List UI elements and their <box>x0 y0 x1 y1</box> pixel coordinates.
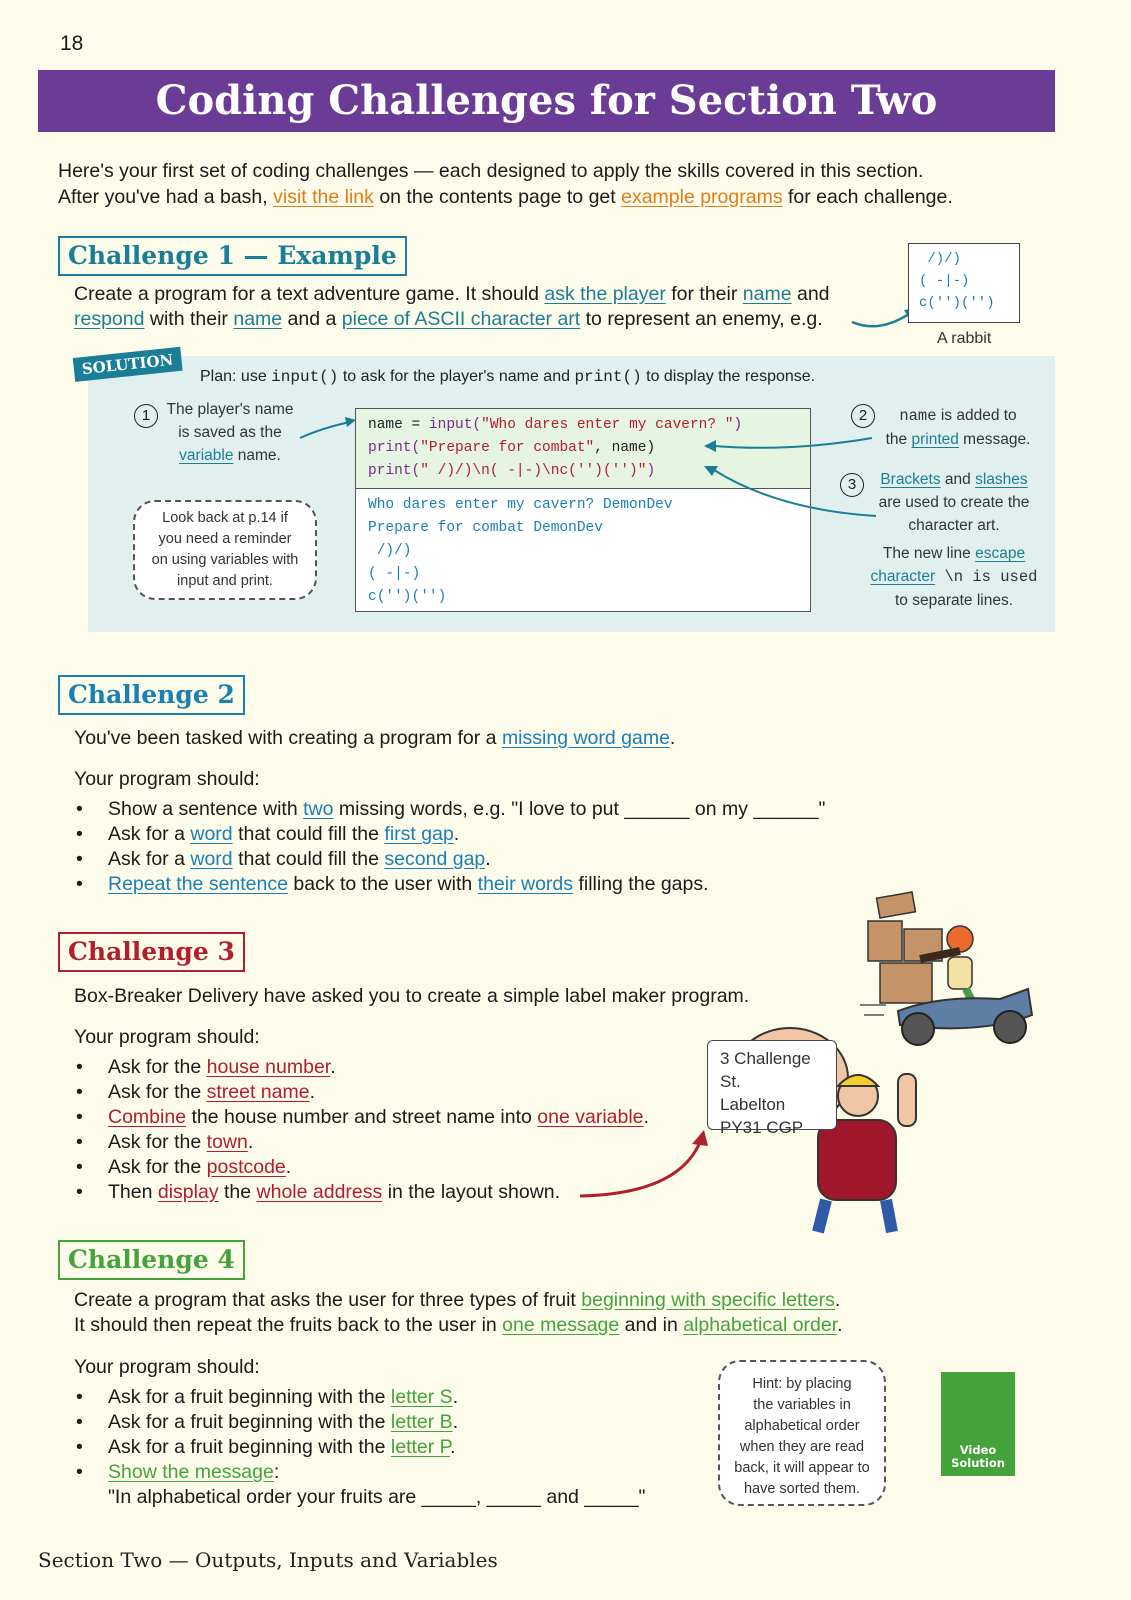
text: the house number and street name into <box>186 1106 538 1128</box>
text: Ask for a <box>108 848 191 870</box>
code-print: print() <box>574 368 642 386</box>
text: and <box>791 283 830 305</box>
text: Create a program that asks the user for three types of fruit <box>74 1289 582 1311</box>
text: in the layout shown. <box>382 1181 561 1203</box>
text: for their <box>665 283 743 305</box>
text: back to the user with <box>287 873 478 895</box>
character-link: character <box>870 568 936 585</box>
annotation-2 <box>878 404 1038 451</box>
alphabetical-order-link: alphabetical order <box>683 1314 838 1336</box>
challenge-3-intro: Box-Breaker Delivery have asked you to create a simple label maker program. <box>74 985 750 1007</box>
video-solution-button[interactable] <box>941 1372 1015 1476</box>
their-words-link: their words <box>477 873 574 895</box>
footer-section-title: Section Two — Outputs, Inputs and Variables <box>38 1548 498 1572</box>
intro-text: After you've had a bash, <box>58 186 274 208</box>
arrow-icon <box>298 414 360 444</box>
list-item <box>74 1410 714 1435</box>
number-1-badge: 1 <box>134 404 158 428</box>
list-item <box>74 1055 714 1080</box>
note-text: alphabetical order <box>744 1418 860 1434</box>
specific-letters-link: beginning with specific letters <box>581 1289 835 1311</box>
solution-plan <box>200 368 815 386</box>
challenge-1-heading: Challenge 1 — Example <box>58 236 407 276</box>
challenge-3-should: Your program should: <box>74 1026 260 1048</box>
text: Ask for the <box>108 1056 207 1078</box>
arrow-icon <box>700 432 875 458</box>
text: . <box>452 1411 459 1433</box>
second-gap-link: second gap <box>384 848 486 870</box>
note-text: is saved as the <box>178 424 282 441</box>
text: use <box>236 368 272 385</box>
video-label: Solution <box>951 1456 1005 1470</box>
text: Ask for the <box>108 1131 207 1153</box>
street-name-link: street name <box>206 1081 310 1103</box>
town-link: town <box>206 1131 248 1153</box>
note-text: character art. <box>908 517 1000 534</box>
challenge-4-list <box>74 1385 714 1510</box>
text: . <box>643 1106 649 1128</box>
text: You've been tasked with creating a program for a <box>74 727 502 749</box>
display-link: display <box>157 1181 219 1203</box>
list-item <box>74 822 974 847</box>
variable-link: variable <box>179 447 234 464</box>
respond-link: respond <box>74 308 145 330</box>
first-gap-link: first gap <box>384 823 454 845</box>
letter-p-link: letter P <box>390 1436 451 1458</box>
name-link: name <box>742 283 792 305</box>
house-number-link: house number <box>206 1056 331 1078</box>
note-text: input and print. <box>177 573 273 589</box>
address-line: Labelton <box>720 1095 786 1114</box>
text: . <box>834 1289 841 1311</box>
text: and in <box>619 1314 684 1336</box>
output-line: Who dares enter my cavern? DemonDev <box>368 497 673 513</box>
code-token: "Who dares enter my cavern? " <box>481 417 734 433</box>
hint-note <box>718 1360 886 1506</box>
output-line: ( -|-) <box>368 566 421 582</box>
challenge-4-heading: Challenge 4 <box>58 1240 245 1280</box>
text: . <box>452 1386 459 1408</box>
note-text: is added to <box>936 407 1017 424</box>
code-token: , name) <box>594 440 656 456</box>
address-line: PY31 CGP <box>720 1118 804 1137</box>
text: . <box>669 727 676 749</box>
repeat-link: Repeat the sentence <box>108 873 288 895</box>
note-text: you need a reminder <box>158 531 292 547</box>
list-item <box>74 797 974 822</box>
page-title-banner: Coding Challenges for Section Two <box>38 70 1055 132</box>
show-message-link: Show the message <box>108 1461 274 1483</box>
note-text: The new line <box>882 545 976 562</box>
note-text: have sorted them. <box>743 1481 861 1497</box>
name-link: name <box>233 308 283 330</box>
one-message-link: one message <box>502 1314 620 1336</box>
text: missing words, e.g. "I love to put ______ on my ______" <box>333 798 826 820</box>
text: Ask for the <box>108 1156 207 1178</box>
annotation-3 <box>868 468 1040 612</box>
text: . <box>453 823 460 845</box>
text: to display the response. <box>641 368 816 385</box>
text: : <box>273 1461 280 1483</box>
address-label-card <box>707 1040 837 1137</box>
text: Show a sentence with <box>108 798 304 820</box>
code-token: input( <box>428 417 482 433</box>
code-token: ) <box>646 463 656 479</box>
text: Ask for a fruit beginning with the <box>108 1386 391 1408</box>
escape-link: escape <box>975 545 1026 562</box>
note-text: the variables in <box>753 1397 851 1413</box>
note-text: message. <box>958 431 1031 448</box>
text: . <box>450 1436 456 1458</box>
code-input: input() <box>271 368 339 386</box>
output-line: c('')('') <box>368 589 447 605</box>
text: to ask for the player's name and <box>338 368 575 385</box>
intro-paragraph <box>58 158 1058 210</box>
challenge-3-heading: Challenge 3 <box>58 932 245 972</box>
list-item <box>74 1385 714 1410</box>
annotation-1 <box>162 398 298 467</box>
ascii-art-link: piece of ASCII character art <box>341 308 581 330</box>
text: It should then repeat the fruits back to the user in <box>74 1314 503 1336</box>
text: . <box>837 1314 843 1336</box>
ask-the-player-link: ask the player <box>544 283 666 305</box>
arrow-icon <box>698 462 880 522</box>
text: with their <box>144 308 234 330</box>
challenge-2-list <box>74 797 974 897</box>
video-label: Video <box>959 1443 997 1457</box>
list-item <box>74 1105 714 1130</box>
rabbit-caption: A rabbit <box>937 330 992 347</box>
two-link: two <box>303 798 334 820</box>
challenge-2-should: Your program should: <box>74 768 260 790</box>
list-item <box>74 1460 714 1485</box>
intro-line-1: Here's your first set of coding challenges — each designed to apply the skills covered in this section. <box>58 160 924 182</box>
list-item <box>74 847 974 872</box>
printed-link: printed <box>911 431 959 448</box>
text: Create a program for a text adventure game. It should <box>74 283 545 305</box>
text: Then <box>108 1181 158 1203</box>
number-2-badge: 2 <box>851 404 875 428</box>
text: . <box>309 1081 316 1103</box>
combine-link: Combine <box>108 1106 187 1128</box>
text: Ask for a <box>108 823 191 845</box>
challenge-4-intro <box>74 1288 1034 1338</box>
note-text: Hint: by placing <box>752 1376 852 1392</box>
visit-link[interactable]: visit the link <box>273 186 374 208</box>
note-text: to separate lines. <box>894 592 1014 609</box>
address-line: 3 Challenge St. <box>720 1049 811 1091</box>
note-text: \n is used <box>935 568 1038 586</box>
missing-word-link: missing word game <box>501 727 670 749</box>
one-variable-link: one variable <box>537 1106 644 1128</box>
text: that could fill the <box>232 823 385 845</box>
solution-badge: SOLUTION <box>73 347 183 382</box>
note-text: The player's name <box>166 401 294 418</box>
note-text: name. <box>233 447 281 464</box>
output-line: Prepare for combat DemonDev <box>368 520 603 536</box>
slashes-link: slashes <box>975 471 1028 488</box>
note-text: back, it will appear to <box>734 1460 870 1476</box>
challenge-2-heading: Challenge 2 <box>58 675 245 715</box>
note-text: on using variables with <box>151 552 299 568</box>
text: Ask for the <box>108 1081 207 1103</box>
intro-text: for each challenge. <box>782 186 953 208</box>
code-token: print( <box>368 440 421 456</box>
text: the <box>218 1181 257 1203</box>
text: "In alphabetical order your fruits are _____, _____ and _____" <box>108 1486 646 1508</box>
example-programs-link[interactable]: example programs <box>621 186 783 208</box>
text: . <box>330 1056 336 1078</box>
whole-address-link: whole address <box>256 1181 383 1203</box>
text: that could fill the <box>232 848 385 870</box>
text: filling the gaps. <box>573 873 709 895</box>
page-number: 18 <box>60 32 84 55</box>
text: and a <box>282 308 342 330</box>
note-text: are used to create the <box>878 494 1030 511</box>
text: . <box>285 1156 292 1178</box>
rabbit-ascii-art: /)/) ( -|-) c('')('') <box>908 243 1020 323</box>
intro-text: on the contents page to get <box>373 186 622 208</box>
note-text: the <box>885 431 912 448</box>
output-line: /)/) <box>368 543 412 559</box>
code-token: "Prepare for combat" <box>420 440 595 456</box>
text: Ask for a fruit beginning with the <box>108 1436 391 1458</box>
text: to represent an enemy, e.g. <box>580 308 823 330</box>
code-token: " /)/)\n( -|-)\nc('')('')" <box>420 463 647 479</box>
note-text: and <box>940 471 976 488</box>
list-item <box>74 1080 714 1105</box>
list-item <box>74 1435 714 1460</box>
note-text: Look back at p.14 if <box>162 510 288 526</box>
challenge-2-intro <box>74 726 974 751</box>
scooter-courier-illustration-icon <box>860 885 1060 1065</box>
postcode-link: postcode <box>206 1156 286 1178</box>
text: . <box>247 1131 254 1153</box>
number-3-badge: 3 <box>840 473 864 497</box>
code-token: print( <box>368 463 421 479</box>
word-link: word <box>190 823 233 845</box>
code-token: ) <box>733 417 743 433</box>
plan-label: Plan: <box>200 368 237 385</box>
arrow-to-address-icon <box>578 1128 718 1203</box>
letter-b-link: letter B <box>390 1411 453 1433</box>
list-item <box>74 1485 714 1510</box>
text: . <box>485 848 491 870</box>
lookback-note <box>133 500 317 600</box>
code-name: name <box>899 407 937 425</box>
text: Ask for a fruit beginning with the <box>108 1411 391 1433</box>
challenge-1-text <box>74 282 894 332</box>
list-item <box>74 872 974 897</box>
word-link: word <box>190 848 233 870</box>
challenge-4-should: Your program should: <box>74 1356 260 1378</box>
letter-s-link: letter S <box>390 1386 453 1408</box>
note-text: when they are read <box>739 1439 865 1455</box>
code-token: name = <box>368 417 429 433</box>
brackets-link: Brackets <box>880 471 941 488</box>
